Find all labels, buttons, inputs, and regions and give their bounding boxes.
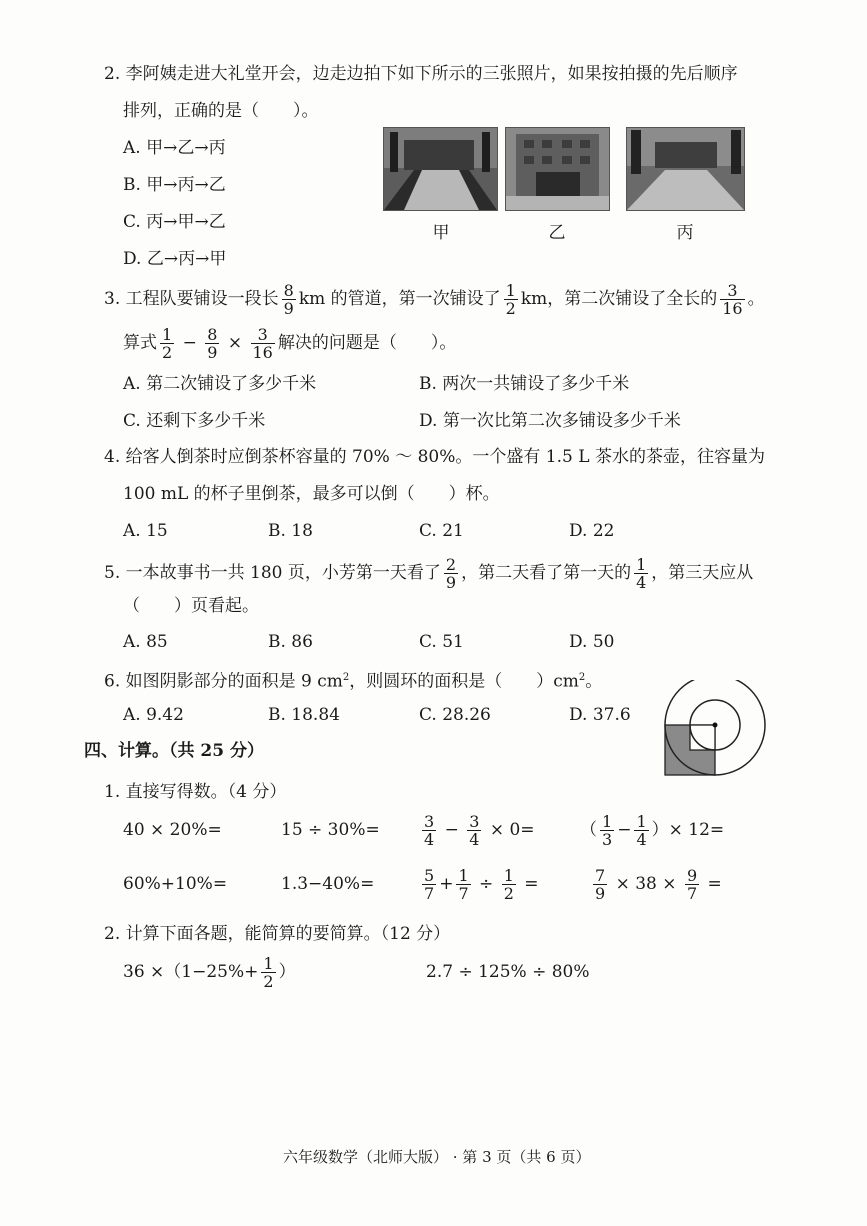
- q3-formula-label: 算式: [123, 333, 157, 353]
- q3-text-4: 。: [747, 289, 765, 309]
- q6-line1: [104, 666, 602, 694]
- q5-fraction-2-9: $\frac{2}{9}$: [445, 555, 457, 592]
- q2-line1: 2. 李阿姨走进大礼堂开会，边走边拍下如下所示的三张照片，如果按拍摄的先后顺序: [104, 64, 738, 84]
- simplify-problem-1: 36 ×（1−25%+ $\frac{1}{2}$ ）: [123, 954, 296, 991]
- section-4-part-1: 1. 直接写得数。（4 分）: [104, 782, 287, 802]
- q3-option-a: A. 第二次铺设了多少千米: [123, 374, 317, 394]
- center-point: [713, 723, 718, 728]
- q5-option-d: D. 50: [569, 632, 615, 652]
- q6-text-a: 6. 如图阴影部分的面积是 9 cm: [104, 671, 343, 692]
- q3-fraction-8-9: $\frac{8}{9}$: [283, 281, 294, 318]
- q3-text-1: 3. 工程队要铺设一段长: [104, 289, 279, 309]
- q3-option-b: B. 两次一共铺设了多少千米: [419, 374, 630, 394]
- calc-r2c4: $\frac{7}{9}$ × 38 × $\frac{9}{7}$ =: [595, 866, 722, 903]
- q6-text-b: ，则圆环的面积是（ ）cm: [349, 671, 579, 692]
- photo-jia: [383, 127, 498, 211]
- q3-formula-f2: $\frac{8}{9}$: [207, 325, 218, 362]
- q3-option-d: D. 第一次比第二次多铺设多少千米: [419, 411, 681, 431]
- q5-text-2: ，第二天看了第一天的: [461, 563, 632, 583]
- annulus-diagram: [664, 680, 766, 782]
- q5-text-3: ，第三天应从: [651, 563, 754, 583]
- q3-formula-f3: $\frac{3}{16}$: [252, 325, 273, 362]
- q3-fraction-3-16: $\frac{3}{16}$: [722, 281, 743, 318]
- q6-option-a: A. 9.42: [123, 705, 184, 725]
- q4-option-b: B. 18: [268, 521, 313, 541]
- photo-yi: [505, 127, 610, 211]
- q5-line1: [104, 556, 753, 591]
- q5-option-b: B. 86: [268, 632, 313, 652]
- q3-times: ×: [227, 333, 243, 353]
- q6-option-d: D. 37.6: [569, 705, 631, 725]
- section-4-title: 四、计算。（共 25 分）: [84, 741, 264, 761]
- section-4-part-2: 2. 计算下面各题，能简算的要简算。（12 分）: [104, 924, 451, 944]
- calc-r2c1: 60%+10%=: [123, 874, 228, 894]
- q4-line2: 100 mL 的杯子里倒茶，最多可以倒（ ）杯。: [123, 484, 500, 504]
- simplify-problem-2: 2.7 ÷ 125% ÷ 80%: [426, 962, 590, 982]
- calc-r1c3: $\frac{3}{4}$ − $\frac{3}{4}$ × 0=: [424, 812, 535, 849]
- q6-sup-1: 2: [342, 672, 350, 683]
- q3-line2: [123, 326, 456, 361]
- q4-option-c: C. 21: [419, 521, 464, 541]
- caption-yi: 乙: [548, 223, 566, 243]
- q3-option-c: C. 还剩下多少千米: [123, 411, 266, 431]
- q6-text-c: 。: [585, 671, 603, 692]
- q3-text-3: km，第二次铺设了全长的: [520, 289, 718, 309]
- page-footer: 六年级数学（北师大版） · 第 3 页（共 6 页）: [283, 1148, 591, 1166]
- q5-fraction-1-4: $\frac{1}{4}$: [636, 555, 647, 592]
- q4-option-a: A. 15: [123, 521, 168, 541]
- q5-text-1: 5. 一本故事书一共 180 页，小芳第一天看了: [104, 563, 441, 583]
- q2-option-c: C. 丙→甲→乙: [123, 212, 226, 232]
- q6-sup-2: 2: [578, 672, 586, 683]
- q2-option-a: A. 甲→乙→丙: [123, 138, 226, 158]
- q3-text-2: km 的管道，第一次铺设了: [298, 289, 501, 309]
- q3-formula-f1: $\frac{1}{2}$: [162, 325, 173, 362]
- q6-option-c: C. 28.26: [419, 705, 491, 725]
- calc-r1c2: 15 ÷ 30%=: [281, 820, 380, 840]
- caption-jia: 甲: [432, 223, 450, 243]
- calc-r1c1: 40 × 20%=: [123, 820, 222, 840]
- q2-option-b: B. 甲→丙→乙: [123, 175, 226, 195]
- q4-line1: 4. 给客人倒茶时应倒茶杯容量的 70% ～ 80%。一个盛有 1.5 L 茶水的茶壶，往容量为: [104, 447, 765, 467]
- q4-option-d: D. 22: [569, 521, 615, 541]
- q5-option-c: C. 51: [419, 632, 464, 652]
- q3-fraction-1-2: $\frac{1}{2}$: [505, 281, 516, 318]
- calc-r2c2: 1.3−40%=: [281, 874, 375, 894]
- q5-option-a: A. 85: [123, 632, 168, 652]
- q2-line2: 排列，正确的是（ ）。: [123, 101, 319, 121]
- caption-bing: 丙: [676, 223, 694, 243]
- photo-bing: [626, 127, 745, 211]
- q3-question: 解决的问题是（ ）。: [277, 333, 457, 353]
- q3-minus: −: [182, 333, 197, 353]
- q5-line2: （ ）页看起。: [123, 596, 259, 616]
- q2-option-d: D. 乙→丙→甲: [123, 249, 227, 269]
- calc-r1c4: （ $\frac{1}{3}$ − $\frac{1}{4}$ ）× 12=: [580, 812, 725, 849]
- q3-line1: [104, 282, 765, 317]
- q6-option-b: B. 18.84: [268, 705, 340, 725]
- calc-r2c3: $\frac{5}{7}$ + $\frac{1}{7}$ ÷ $\frac{1}{2}$ =: [424, 866, 539, 903]
